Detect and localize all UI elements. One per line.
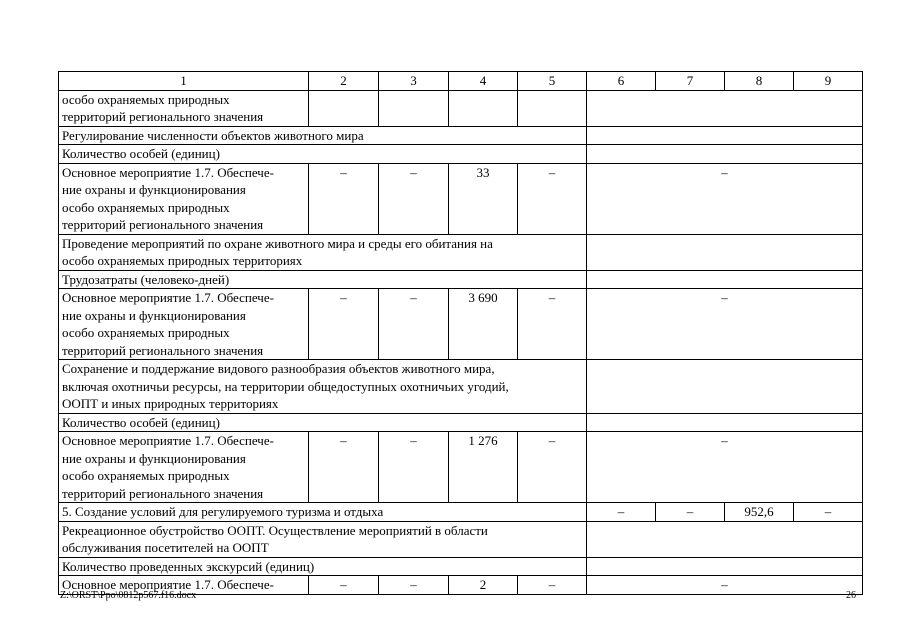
value-cell: – — [656, 503, 725, 522]
table-row — [59, 126, 863, 145]
empty-cell — [587, 270, 863, 289]
page-number: 26 — [846, 590, 856, 601]
value-cell: – — [587, 163, 863, 234]
empty-cell — [379, 90, 449, 126]
row-label: Основное мероприятие 1.7. Обеспече- ние охраны и функционирования особо охраняемых природных территорий регионального значения — [59, 163, 309, 234]
section-title: Проведение мероприятий по охране животного мира и среды его обитания на особо охраняемых природных территориях — [59, 234, 587, 270]
indicator-label: Количество особей (единиц) — [59, 145, 587, 164]
section-title: 5. Создание условий для регулируемого туризма и отдыха — [59, 503, 587, 522]
value-cell: – — [587, 289, 863, 360]
empty-cell — [587, 90, 863, 126]
value-cell: – — [309, 432, 379, 503]
header-cell: 2 — [309, 72, 379, 91]
table-row — [59, 503, 863, 522]
table-row — [59, 234, 863, 270]
table-row — [59, 270, 863, 289]
table-row — [59, 413, 863, 432]
value-cell: – — [587, 432, 863, 503]
table-row — [59, 90, 863, 126]
value-cell: – — [518, 576, 587, 595]
table-row — [59, 163, 863, 234]
value-cell: – — [518, 432, 587, 503]
value-cell: – — [309, 576, 379, 595]
value-cell: 33 — [449, 163, 518, 234]
value-cell: – — [379, 289, 449, 360]
row-label: Основное мероприятие 1.7. Обеспече- ние охраны и функционирования особо охраняемых природных территорий регионального значения — [59, 289, 309, 360]
header-cell: 9 — [794, 72, 863, 91]
value-cell: – — [518, 289, 587, 360]
header-cell: 7 — [656, 72, 725, 91]
empty-cell — [587, 234, 863, 270]
section-title: Рекреационное обустройство ООПТ. Осуществление мероприятий в области обслуживания посетителей на ООПТ — [59, 521, 587, 557]
indicator-label: Количество особей (единиц) — [59, 413, 587, 432]
table-row — [59, 289, 863, 360]
value-cell: – — [587, 576, 863, 595]
empty-cell — [587, 360, 863, 414]
row-label: Основное мероприятие 1.7. Обеспече- — [59, 576, 309, 595]
value-cell: – — [379, 163, 449, 234]
value-cell: – — [379, 576, 449, 595]
value-cell: – — [309, 289, 379, 360]
value-cell: – — [379, 432, 449, 503]
empty-cell — [587, 521, 863, 557]
footer-file-path: Z:\ORST\Ppo\0812p567.f16.docx — [60, 590, 197, 601]
empty-cell — [518, 90, 587, 126]
section-title: Сохранение и поддержание видового разнообразия объектов животного мира, включая охотничьи ресурсы, на территории общедоступных охотничьих угодий, ООПТ и иных природных территориях — [59, 360, 587, 414]
empty-cell — [587, 145, 863, 164]
table-row — [59, 557, 863, 576]
header-row — [59, 72, 863, 91]
table-row — [59, 521, 863, 557]
value-cell: – — [309, 163, 379, 234]
header-cell: 1 — [59, 72, 309, 91]
empty-cell — [309, 90, 379, 126]
indicator-label: Количество проведенных экскурсий (единиц) — [59, 557, 587, 576]
value-cell: 3 690 — [449, 289, 518, 360]
header-cell: 4 — [449, 72, 518, 91]
value-cell: 2 — [449, 576, 518, 595]
data-table — [58, 71, 863, 595]
header-cell: 6 — [587, 72, 656, 91]
table-row — [59, 145, 863, 164]
empty-cell — [587, 126, 863, 145]
row-label: особо охраняемых природных территорий регионального значения — [59, 90, 309, 126]
header-cell: 8 — [725, 72, 794, 91]
empty-cell — [587, 413, 863, 432]
row-label: Основное мероприятие 1.7. Обеспече- ние охраны и функционирования особо охраняемых природных территорий регионального значения — [59, 432, 309, 503]
empty-cell — [449, 90, 518, 126]
value-cell: 952,6 — [725, 503, 794, 522]
table-row — [59, 360, 863, 414]
header-cell: 5 — [518, 72, 587, 91]
empty-cell — [587, 557, 863, 576]
table-row — [59, 432, 863, 503]
section-title: Регулирование численности объектов животного мира — [59, 126, 587, 145]
value-cell: – — [794, 503, 863, 522]
value-cell: – — [587, 503, 656, 522]
header-cell: 3 — [379, 72, 449, 91]
indicator-label: Трудозатраты (человеко-дней) — [59, 270, 587, 289]
value-cell: – — [518, 163, 587, 234]
value-cell: 1 276 — [449, 432, 518, 503]
